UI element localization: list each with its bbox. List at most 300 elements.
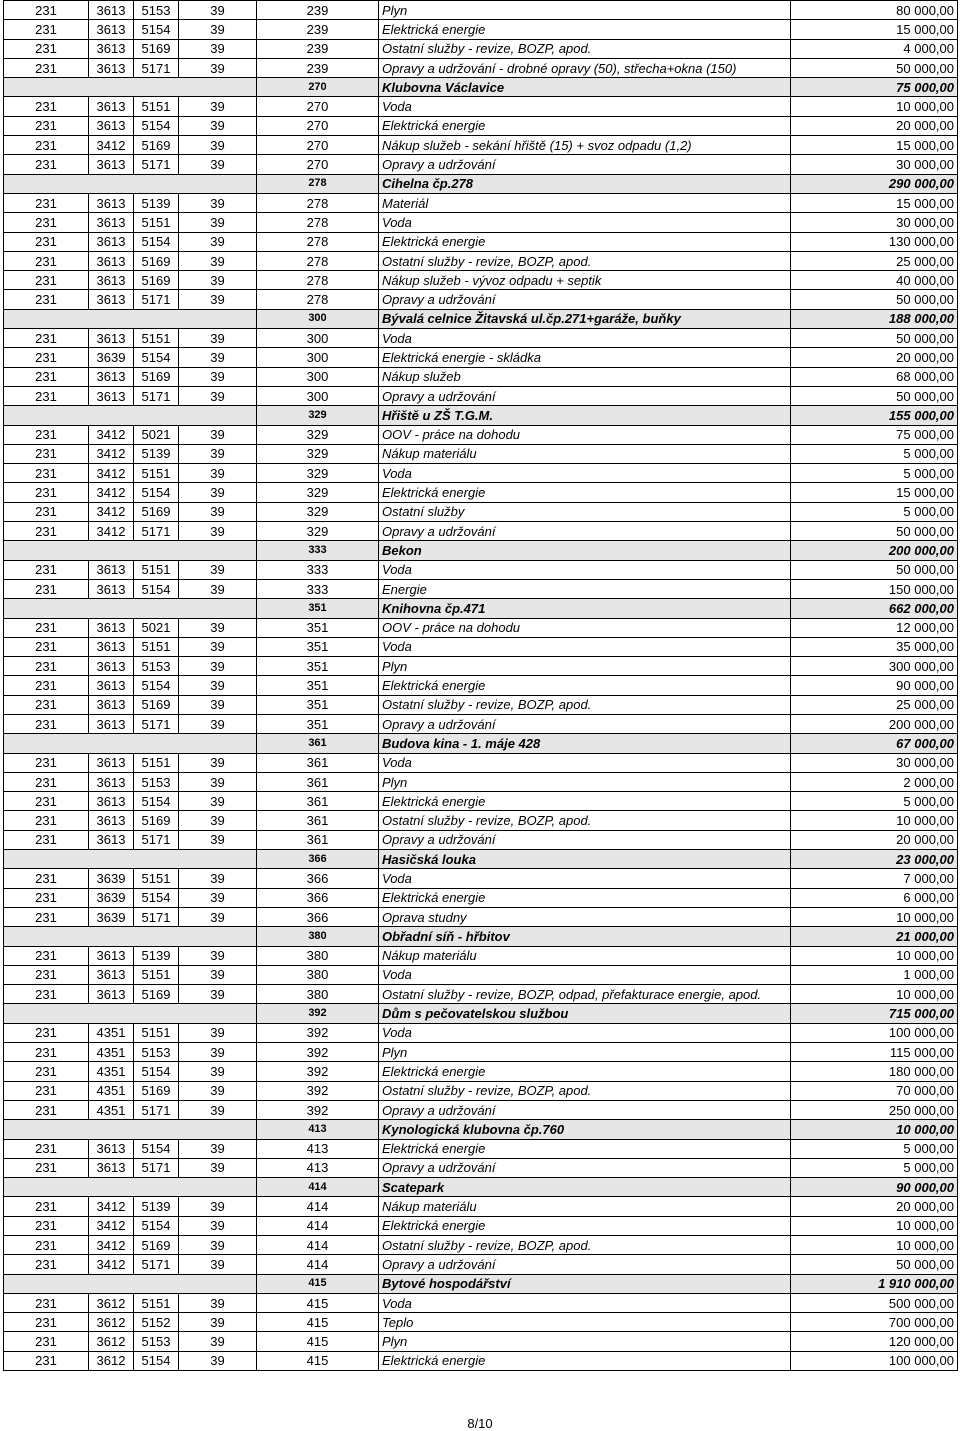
- object-cell: 329: [257, 483, 379, 502]
- section-title: Bývalá celnice Žitavská ul.čp.271+garáže, buňky: [379, 309, 791, 328]
- object-cell: 329: [257, 464, 379, 483]
- paragraph-cell: 4351: [89, 1043, 134, 1062]
- amount-cell: 20 000,00: [791, 1197, 958, 1216]
- amount-cell: 20 000,00: [791, 116, 958, 135]
- chapter-cell: 231: [4, 1313, 89, 1332]
- description-cell: Elektrická energie: [379, 232, 791, 251]
- description-cell: Opravy a udržování: [379, 290, 791, 309]
- description-cell: Nákup materiálu: [379, 946, 791, 965]
- description-cell: Nákup služeb - sekání hřiště (15) + svoz odpadu (1,2): [379, 136, 791, 155]
- chapter-cell: 231: [4, 1081, 89, 1100]
- org-cell: 39: [179, 1313, 257, 1332]
- section-code: 270: [257, 78, 379, 97]
- object-cell: 270: [257, 155, 379, 174]
- amount-cell: 15 000,00: [791, 483, 958, 502]
- object-cell: 413: [257, 1158, 379, 1177]
- org-cell: 39: [179, 58, 257, 77]
- section-title: Bytové hospodářství: [379, 1274, 791, 1293]
- org-cell: 39: [179, 676, 257, 695]
- chapter-cell: 231: [4, 888, 89, 907]
- object-cell: 351: [257, 618, 379, 637]
- chapter-cell: 231: [4, 946, 89, 965]
- paragraph-cell: 3412: [89, 483, 134, 502]
- description-cell: Opravy a udržování: [379, 522, 791, 541]
- amount-cell: 7 000,00: [791, 869, 958, 888]
- amount-cell: 50 000,00: [791, 1255, 958, 1274]
- section-row: [4, 309, 958, 328]
- org-cell: 39: [179, 1293, 257, 1312]
- paragraph-cell: 3613: [89, 946, 134, 965]
- object-cell: 392: [257, 1081, 379, 1100]
- chapter-cell: 231: [4, 1351, 89, 1370]
- object-cell: 270: [257, 116, 379, 135]
- org-cell: 39: [179, 502, 257, 521]
- org-cell: 39: [179, 772, 257, 791]
- org-cell: 39: [179, 1023, 257, 1042]
- amount-cell: 115 000,00: [791, 1043, 958, 1062]
- empty-cell: [4, 406, 257, 425]
- paragraph-cell: 3612: [89, 1313, 134, 1332]
- table-row: [4, 714, 958, 733]
- item-code-cell: 5154: [134, 1062, 179, 1081]
- table-row: [4, 425, 958, 444]
- item-code-cell: 5171: [134, 1158, 179, 1177]
- item-code-cell: 5171: [134, 1255, 179, 1274]
- item-code-cell: 5154: [134, 579, 179, 598]
- section-row: [4, 406, 958, 425]
- org-cell: 39: [179, 386, 257, 405]
- table-row: [4, 695, 958, 714]
- table-row: [4, 1043, 958, 1062]
- table-row: [4, 657, 958, 676]
- object-cell: 380: [257, 965, 379, 984]
- org-cell: 39: [179, 271, 257, 290]
- amount-cell: 6 000,00: [791, 888, 958, 907]
- table-row: [4, 637, 958, 656]
- paragraph-cell: 4351: [89, 1100, 134, 1119]
- org-cell: 39: [179, 136, 257, 155]
- org-cell: 39: [179, 1081, 257, 1100]
- object-cell: 239: [257, 58, 379, 77]
- amount-cell: 250 000,00: [791, 1100, 958, 1119]
- paragraph-cell: 3412: [89, 1197, 134, 1216]
- amount-cell: 180 000,00: [791, 1062, 958, 1081]
- chapter-cell: 231: [4, 1255, 89, 1274]
- table-row: [4, 1158, 958, 1177]
- amount-cell: 50 000,00: [791, 58, 958, 77]
- org-cell: 39: [179, 1236, 257, 1255]
- item-code-cell: 5171: [134, 907, 179, 926]
- amount-cell: 5 000,00: [791, 444, 958, 463]
- paragraph-cell: 3613: [89, 676, 134, 695]
- description-cell: Teplo: [379, 1313, 791, 1332]
- object-cell: 415: [257, 1351, 379, 1370]
- description-cell: Elektrická energie: [379, 792, 791, 811]
- table-row: [4, 1, 958, 20]
- chapter-cell: 231: [4, 560, 89, 579]
- item-code-cell: 5171: [134, 714, 179, 733]
- section-row: [4, 1120, 958, 1139]
- description-cell: Opravy a udržování: [379, 155, 791, 174]
- description-cell: Elektrická energie: [379, 20, 791, 39]
- amount-cell: 4 000,00: [791, 39, 958, 58]
- description-cell: Plyn: [379, 772, 791, 791]
- amount-cell: 120 000,00: [791, 1332, 958, 1351]
- table-row: [4, 869, 958, 888]
- section-code: 415: [257, 1274, 379, 1293]
- object-cell: 380: [257, 946, 379, 965]
- table-row: [4, 1293, 958, 1312]
- section-row: [4, 1274, 958, 1293]
- amount-cell: 30 000,00: [791, 213, 958, 232]
- paragraph-cell: 3613: [89, 155, 134, 174]
- item-code-cell: 5151: [134, 97, 179, 116]
- description-cell: Elektrická energie: [379, 888, 791, 907]
- org-cell: 39: [179, 348, 257, 367]
- org-cell: 39: [179, 1197, 257, 1216]
- chapter-cell: 231: [4, 637, 89, 656]
- org-cell: 39: [179, 618, 257, 637]
- item-code-cell: 5153: [134, 657, 179, 676]
- paragraph-cell: 3412: [89, 136, 134, 155]
- chapter-cell: 231: [4, 116, 89, 135]
- item-code-cell: 5154: [134, 1139, 179, 1158]
- section-title: Scatepark: [379, 1178, 791, 1197]
- object-cell: 415: [257, 1332, 379, 1351]
- item-code-cell: 5154: [134, 348, 179, 367]
- org-cell: 39: [179, 792, 257, 811]
- description-cell: Plyn: [379, 1, 791, 20]
- item-code-cell: 5139: [134, 193, 179, 212]
- amount-cell: 300 000,00: [791, 657, 958, 676]
- description-cell: Opravy a udržování: [379, 1100, 791, 1119]
- paragraph-cell: 3412: [89, 425, 134, 444]
- object-cell: 392: [257, 1043, 379, 1062]
- chapter-cell: 231: [4, 502, 89, 521]
- description-cell: OOV - práce na dohodu: [379, 425, 791, 444]
- paragraph-cell: 3613: [89, 772, 134, 791]
- org-cell: 39: [179, 1062, 257, 1081]
- chapter-cell: 231: [4, 965, 89, 984]
- item-code-cell: 5151: [134, 1293, 179, 1312]
- section-total: 23 000,00: [791, 850, 958, 869]
- item-code-cell: 5169: [134, 39, 179, 58]
- description-cell: Elektrická energie: [379, 116, 791, 135]
- object-cell: 392: [257, 1023, 379, 1042]
- page-number: 8/10: [467, 1416, 493, 1431]
- chapter-cell: 231: [4, 193, 89, 212]
- section-total: 75 000,00: [791, 78, 958, 97]
- table-row: [4, 155, 958, 174]
- chapter-cell: 231: [4, 348, 89, 367]
- paragraph-cell: 3613: [89, 367, 134, 386]
- amount-cell: 25 000,00: [791, 695, 958, 714]
- item-code-cell: 5153: [134, 772, 179, 791]
- paragraph-cell: 3412: [89, 522, 134, 541]
- object-cell: 366: [257, 888, 379, 907]
- chapter-cell: 231: [4, 522, 89, 541]
- object-cell: 414: [257, 1197, 379, 1216]
- object-cell: 414: [257, 1236, 379, 1255]
- description-cell: Elektrická energie: [379, 1062, 791, 1081]
- table-row: [4, 1236, 958, 1255]
- table-row: [4, 1351, 958, 1370]
- chapter-cell: 231: [4, 579, 89, 598]
- description-cell: Voda: [379, 753, 791, 772]
- paragraph-cell: 3613: [89, 386, 134, 405]
- chapter-cell: 231: [4, 1139, 89, 1158]
- empty-cell: [4, 599, 257, 618]
- amount-cell: 68 000,00: [791, 367, 958, 386]
- chapter-cell: 231: [4, 58, 89, 77]
- paragraph-cell: 3612: [89, 1332, 134, 1351]
- table-row: [4, 1100, 958, 1119]
- amount-cell: 12 000,00: [791, 618, 958, 637]
- amount-cell: 10 000,00: [791, 97, 958, 116]
- paragraph-cell: 3613: [89, 811, 134, 830]
- paragraph-cell: 3613: [89, 20, 134, 39]
- object-cell: 329: [257, 444, 379, 463]
- item-code-cell: 5171: [134, 1100, 179, 1119]
- description-cell: Elektrická energie: [379, 676, 791, 695]
- description-cell: Voda: [379, 464, 791, 483]
- amount-cell: 15 000,00: [791, 136, 958, 155]
- table-row: [4, 811, 958, 830]
- table-row: [4, 193, 958, 212]
- paragraph-cell: 4351: [89, 1023, 134, 1042]
- amount-cell: 5 000,00: [791, 1139, 958, 1158]
- paragraph-cell: 3613: [89, 97, 134, 116]
- amount-cell: 700 000,00: [791, 1313, 958, 1332]
- chapter-cell: 231: [4, 386, 89, 405]
- empty-cell: [4, 734, 257, 753]
- object-cell: 278: [257, 213, 379, 232]
- object-cell: 415: [257, 1313, 379, 1332]
- org-cell: 39: [179, 1158, 257, 1177]
- paragraph-cell: 3613: [89, 58, 134, 77]
- amount-cell: 30 000,00: [791, 753, 958, 772]
- description-cell: Opravy a udržování: [379, 714, 791, 733]
- object-cell: 333: [257, 560, 379, 579]
- amount-cell: 40 000,00: [791, 271, 958, 290]
- object-cell: 329: [257, 425, 379, 444]
- description-cell: Voda: [379, 560, 791, 579]
- table-row: [4, 290, 958, 309]
- table-row: [4, 985, 958, 1004]
- table-row: [4, 39, 958, 58]
- object-cell: 351: [257, 657, 379, 676]
- chapter-cell: 231: [4, 155, 89, 174]
- description-cell: Voda: [379, 965, 791, 984]
- description-cell: Nákup služeb: [379, 367, 791, 386]
- org-cell: 39: [179, 560, 257, 579]
- item-code-cell: 5021: [134, 618, 179, 637]
- paragraph-cell: 3613: [89, 251, 134, 270]
- amount-cell: 5 000,00: [791, 502, 958, 521]
- chapter-cell: 231: [4, 1216, 89, 1235]
- item-code-cell: 5151: [134, 213, 179, 232]
- org-cell: 39: [179, 522, 257, 541]
- section-total: 662 000,00: [791, 599, 958, 618]
- amount-cell: 100 000,00: [791, 1023, 958, 1042]
- org-cell: 39: [179, 290, 257, 309]
- section-row: [4, 174, 958, 193]
- object-cell: 414: [257, 1255, 379, 1274]
- chapter-cell: 231: [4, 714, 89, 733]
- org-cell: 39: [179, 1100, 257, 1119]
- paragraph-cell: 4351: [89, 1062, 134, 1081]
- empty-cell: [4, 927, 257, 946]
- amount-cell: 50 000,00: [791, 560, 958, 579]
- section-total: 188 000,00: [791, 309, 958, 328]
- org-cell: 39: [179, 1351, 257, 1370]
- paragraph-cell: 3613: [89, 271, 134, 290]
- paragraph-cell: 3613: [89, 965, 134, 984]
- description-cell: Voda: [379, 869, 791, 888]
- org-cell: 39: [179, 155, 257, 174]
- chapter-cell: 231: [4, 464, 89, 483]
- org-cell: 39: [179, 657, 257, 676]
- object-cell: 361: [257, 792, 379, 811]
- description-cell: Voda: [379, 1023, 791, 1042]
- org-cell: 39: [179, 1216, 257, 1235]
- amount-cell: 10 000,00: [791, 1236, 958, 1255]
- paragraph-cell: 3613: [89, 657, 134, 676]
- description-cell: Ostatní služby: [379, 502, 791, 521]
- amount-cell: 130 000,00: [791, 232, 958, 251]
- paragraph-cell: 3412: [89, 1255, 134, 1274]
- amount-cell: 15 000,00: [791, 20, 958, 39]
- item-code-cell: 5153: [134, 1332, 179, 1351]
- description-cell: Voda: [379, 213, 791, 232]
- object-cell: 361: [257, 772, 379, 791]
- org-cell: 39: [179, 97, 257, 116]
- description-cell: Oprava studny: [379, 907, 791, 926]
- amount-cell: 50 000,00: [791, 386, 958, 405]
- item-code-cell: 5154: [134, 20, 179, 39]
- paragraph-cell: 3412: [89, 464, 134, 483]
- item-code-cell: 5151: [134, 329, 179, 348]
- paragraph-cell: 3613: [89, 116, 134, 135]
- description-cell: Ostatní služby - revize, BOZP, apod.: [379, 811, 791, 830]
- paragraph-cell: 3613: [89, 714, 134, 733]
- table-row: [4, 464, 958, 483]
- org-cell: 39: [179, 907, 257, 926]
- amount-cell: 15 000,00: [791, 193, 958, 212]
- chapter-cell: 231: [4, 1197, 89, 1216]
- item-code-cell: 5154: [134, 116, 179, 135]
- org-cell: 39: [179, 367, 257, 386]
- section-row: [4, 78, 958, 97]
- object-cell: 361: [257, 753, 379, 772]
- table-row: [4, 58, 958, 77]
- object-cell: 351: [257, 714, 379, 733]
- table-row: [4, 1197, 958, 1216]
- paragraph-cell: 3613: [89, 637, 134, 656]
- item-code-cell: 5151: [134, 464, 179, 483]
- chapter-cell: 231: [4, 367, 89, 386]
- chapter-cell: 231: [4, 1023, 89, 1042]
- chapter-cell: 231: [4, 907, 89, 926]
- amount-cell: 10 000,00: [791, 946, 958, 965]
- section-total: 715 000,00: [791, 1004, 958, 1023]
- org-cell: 39: [179, 444, 257, 463]
- object-cell: 361: [257, 811, 379, 830]
- item-code-cell: 5139: [134, 1197, 179, 1216]
- description-cell: Plyn: [379, 1043, 791, 1062]
- chapter-cell: 231: [4, 1332, 89, 1351]
- object-cell: 278: [257, 271, 379, 290]
- section-title: Cihelna čp.278: [379, 174, 791, 193]
- org-cell: 39: [179, 1, 257, 20]
- description-cell: OOV - práce na dohodu: [379, 618, 791, 637]
- item-code-cell: 5139: [134, 444, 179, 463]
- chapter-cell: 231: [4, 329, 89, 348]
- object-cell: 278: [257, 251, 379, 270]
- org-cell: 39: [179, 965, 257, 984]
- item-code-cell: 5154: [134, 792, 179, 811]
- org-cell: 39: [179, 20, 257, 39]
- chapter-cell: 231: [4, 213, 89, 232]
- object-cell: 300: [257, 367, 379, 386]
- org-cell: 39: [179, 637, 257, 656]
- table-row: [4, 1313, 958, 1332]
- section-code: 278: [257, 174, 379, 193]
- amount-cell: 2 000,00: [791, 772, 958, 791]
- description-cell: Elektrická energie: [379, 1351, 791, 1370]
- table-row: [4, 1216, 958, 1235]
- item-code-cell: 5151: [134, 869, 179, 888]
- chapter-cell: 231: [4, 792, 89, 811]
- org-cell: 39: [179, 116, 257, 135]
- item-code-cell: 5154: [134, 1216, 179, 1235]
- description-cell: Opravy a udržování: [379, 1158, 791, 1177]
- budget-table: [3, 0, 958, 1371]
- table-body: [4, 1, 958, 1371]
- section-total: 290 000,00: [791, 174, 958, 193]
- table-row: [4, 1255, 958, 1274]
- description-cell: Nákup materiálu: [379, 444, 791, 463]
- paragraph-cell: 3613: [89, 193, 134, 212]
- section-title: Dům s pečovatelskou službou: [379, 1004, 791, 1023]
- empty-cell: [4, 1274, 257, 1293]
- section-title: Obřadní síň - hřbitov: [379, 927, 791, 946]
- object-cell: 392: [257, 1100, 379, 1119]
- chapter-cell: 231: [4, 251, 89, 270]
- item-code-cell: 5151: [134, 965, 179, 984]
- description-cell: Materiál: [379, 193, 791, 212]
- table-row: [4, 1023, 958, 1042]
- org-cell: 39: [179, 1255, 257, 1274]
- object-cell: 329: [257, 522, 379, 541]
- item-code-cell: 5139: [134, 946, 179, 965]
- object-cell: 300: [257, 329, 379, 348]
- section-code: 333: [257, 541, 379, 560]
- chapter-cell: 231: [4, 425, 89, 444]
- section-title: Budova kina - 1. máje 428: [379, 734, 791, 753]
- section-total: 155 000,00: [791, 406, 958, 425]
- object-cell: 278: [257, 290, 379, 309]
- table-row: [4, 618, 958, 637]
- chapter-cell: 231: [4, 97, 89, 116]
- section-row: [4, 734, 958, 753]
- section-code: 380: [257, 927, 379, 946]
- object-cell: 300: [257, 348, 379, 367]
- section-code: 351: [257, 599, 379, 618]
- amount-cell: 10 000,00: [791, 985, 958, 1004]
- table-row: [4, 386, 958, 405]
- section-code: 329: [257, 406, 379, 425]
